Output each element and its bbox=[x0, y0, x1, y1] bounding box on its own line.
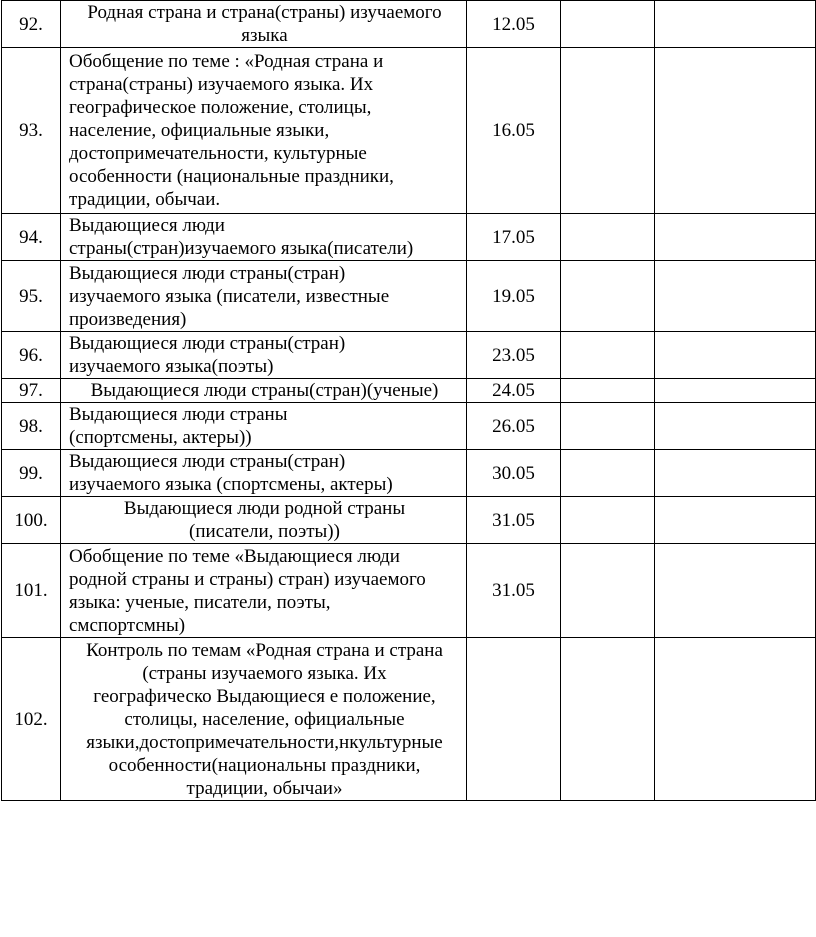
lesson-topic: Выдающиеся люди страны (спортсмены, актеры)) bbox=[61, 403, 467, 450]
empty-cell bbox=[561, 214, 655, 261]
lesson-topic: Обобщение по теме : «Родная страна и страна(страны) изучаемого языка. Их географическое положение, столицы, население, официальные языки, достопримечательности, культурные особенности (национальные праздники, традиции, обычаи. bbox=[61, 48, 467, 214]
lesson-topic: Родная страна и страна(страны) изучаемого языка bbox=[61, 1, 467, 48]
lesson-topic: Выдающиеся люди страны(стран)изучаемого языка(писатели) bbox=[61, 214, 467, 261]
empty-cell bbox=[561, 332, 655, 379]
lesson-date: 31.05 bbox=[467, 544, 561, 638]
lesson-number: 100. bbox=[2, 497, 61, 544]
table-row bbox=[2, 1, 816, 48]
lesson-date: 24.05 bbox=[467, 379, 561, 403]
empty-cell bbox=[561, 1, 655, 48]
lesson-date: 30.05 bbox=[467, 450, 561, 497]
lesson-topic: Обобщение по теме «Выдающиеся люди родной страны и страны) стран) изучаемого языка: ученые, писатели, поэты, смспортсмны) bbox=[61, 544, 467, 638]
table-row bbox=[2, 379, 816, 403]
lesson-date: 17.05 bbox=[467, 214, 561, 261]
table-row bbox=[2, 261, 816, 332]
table-row bbox=[2, 403, 816, 450]
empty-cell bbox=[655, 638, 816, 801]
table-row bbox=[2, 332, 816, 379]
lesson-number: 97. bbox=[2, 379, 61, 403]
lesson-topic: Выдающиеся люди страны(стран) изучаемого языка (спортсмены, актеры) bbox=[61, 450, 467, 497]
lesson-topic: Выдающиеся люди страны(стран)(ученые) bbox=[61, 379, 467, 403]
lesson-topic: Контроль по темам «Родная страна и страна (страны изучаемого языка. Их географическо Выдающиеся е положение, столицы, население, официальные языки,достопримечательности,нкультурные особенности(национальны праздники, традиции, обычаи» bbox=[61, 638, 467, 801]
table-row bbox=[2, 544, 816, 638]
empty-cell bbox=[561, 638, 655, 801]
empty-cell bbox=[655, 544, 816, 638]
lesson-number: 98. bbox=[2, 403, 61, 450]
lesson-date: 12.05 bbox=[467, 1, 561, 48]
empty-cell bbox=[655, 497, 816, 544]
lesson-number: 92. bbox=[2, 1, 61, 48]
lesson-date: 23.05 bbox=[467, 332, 561, 379]
empty-cell bbox=[561, 450, 655, 497]
empty-cell bbox=[655, 261, 816, 332]
lesson-topic: Выдающиеся люди страны(стран) изучаемого языка (писатели, известные произведения) bbox=[61, 261, 467, 332]
lesson-date bbox=[467, 638, 561, 801]
empty-cell bbox=[561, 48, 655, 214]
lesson-number: 102. bbox=[2, 638, 61, 801]
lesson-number: 94. bbox=[2, 214, 61, 261]
lesson-number: 101. bbox=[2, 544, 61, 638]
empty-cell bbox=[561, 261, 655, 332]
empty-cell bbox=[561, 497, 655, 544]
table-row bbox=[2, 214, 816, 261]
empty-cell bbox=[655, 332, 816, 379]
empty-cell bbox=[561, 403, 655, 450]
table-row bbox=[2, 48, 816, 214]
table-row bbox=[2, 638, 816, 801]
table-row bbox=[2, 450, 816, 497]
empty-cell bbox=[655, 48, 816, 214]
lesson-number: 99. bbox=[2, 450, 61, 497]
empty-cell bbox=[655, 379, 816, 403]
empty-cell bbox=[655, 403, 816, 450]
empty-cell bbox=[561, 379, 655, 403]
lesson-plan-table bbox=[1, 0, 816, 801]
lesson-topic: Выдающиеся люди родной страны (писатели, поэты)) bbox=[61, 497, 467, 544]
lesson-date: 31.05 bbox=[467, 497, 561, 544]
empty-cell bbox=[561, 544, 655, 638]
empty-cell bbox=[655, 214, 816, 261]
lesson-number: 93. bbox=[2, 48, 61, 214]
lesson-number: 95. bbox=[2, 261, 61, 332]
lesson-date: 19.05 bbox=[467, 261, 561, 332]
lesson-number: 96. bbox=[2, 332, 61, 379]
table-row bbox=[2, 497, 816, 544]
empty-cell bbox=[655, 1, 816, 48]
lesson-date: 26.05 bbox=[467, 403, 561, 450]
empty-cell bbox=[655, 450, 816, 497]
lesson-date: 16.05 bbox=[467, 48, 561, 214]
lesson-topic: Выдающиеся люди страны(стран) изучаемого языка(поэты) bbox=[61, 332, 467, 379]
